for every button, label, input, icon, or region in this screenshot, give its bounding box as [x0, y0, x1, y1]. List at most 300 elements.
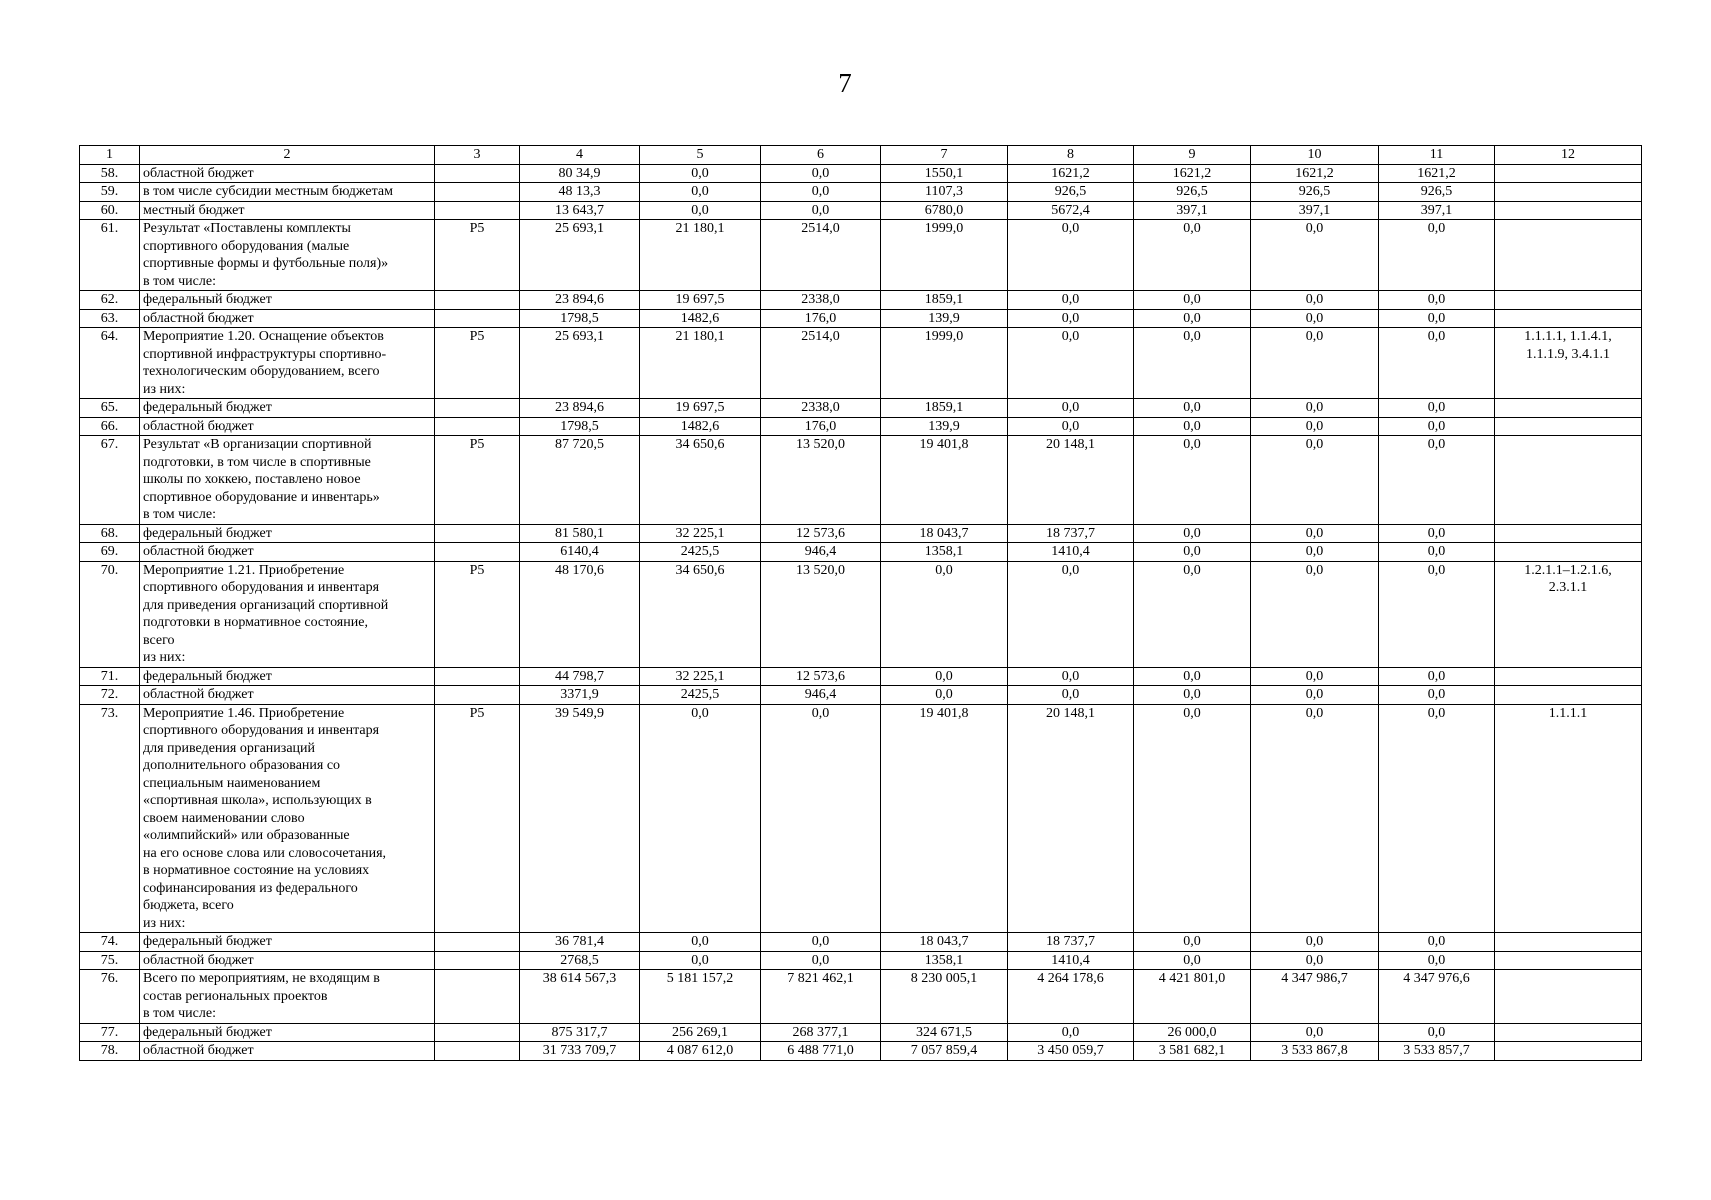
- value-cell: 0,0: [1251, 667, 1379, 686]
- value-cell: 0,0: [881, 686, 1008, 705]
- code-cell: [435, 667, 520, 686]
- value-cell: 875 317,7: [520, 1023, 640, 1042]
- value-cell: 0,0: [1251, 543, 1379, 562]
- value-cell: 0,0: [1379, 328, 1495, 399]
- reference-cell: [1495, 1042, 1642, 1061]
- table-row: [80, 543, 1642, 562]
- header-cell: 9: [1134, 146, 1251, 165]
- description-cell: [140, 201, 435, 220]
- reference-line: 1.1.1.1: [1548, 705, 1588, 721]
- row-number-cell: 70.: [80, 561, 140, 667]
- value-cell: 0,0: [1008, 686, 1134, 705]
- code-cell: [435, 686, 520, 705]
- budget-table: [79, 145, 1642, 1061]
- description-line: местный бюджет: [143, 202, 245, 218]
- code-cell: P5: [435, 220, 520, 291]
- value-cell: 0,0: [881, 667, 1008, 686]
- description-line: Результат «В организации спортивной: [143, 437, 372, 452]
- value-cell: 0,0: [1379, 667, 1495, 686]
- value-cell: 6780,0: [881, 201, 1008, 220]
- value-cell: 0,0: [1251, 220, 1379, 291]
- description-line: спортивного оборудования и инвентаря: [143, 580, 380, 595]
- value-cell: 0,0: [1008, 1023, 1134, 1042]
- value-cell: 18 737,7: [1008, 933, 1134, 952]
- value-cell: 2768,5: [520, 951, 640, 970]
- description-line: областной бюджет: [143, 1043, 254, 1058]
- description-line: подготовки, в том числе в спортивные: [143, 454, 371, 470]
- description-line: спортивного оборудования и инвентаря: [143, 723, 380, 738]
- code-cell: [435, 399, 520, 418]
- value-cell: 0,0: [1008, 220, 1134, 291]
- row-number-cell: 65.: [80, 399, 140, 418]
- value-cell: 176,0: [761, 309, 881, 328]
- value-cell: 6140,4: [520, 543, 640, 562]
- value-cell: 80 34,9: [520, 164, 640, 183]
- reference-cell: [1495, 436, 1642, 525]
- description-cell: [140, 291, 435, 310]
- value-cell: 2425,5: [640, 686, 761, 705]
- description-cell: [140, 309, 435, 328]
- value-cell: 25 693,1: [520, 328, 640, 399]
- value-cell: 7 057 859,4: [881, 1042, 1008, 1061]
- value-cell: 13 520,0: [761, 561, 881, 667]
- value-cell: 34 650,6: [640, 561, 761, 667]
- value-cell: 1859,1: [881, 291, 1008, 310]
- description-cell: [140, 436, 435, 525]
- description-line: в том числе субсидии местным бюджетам: [143, 184, 393, 199]
- value-cell: 0,0: [1134, 561, 1251, 667]
- value-cell: 32 225,1: [640, 667, 761, 686]
- table-row: [80, 399, 1642, 418]
- value-cell: 139,9: [881, 417, 1008, 436]
- description-line: областной бюджет: [143, 418, 254, 434]
- value-cell: 946,4: [761, 686, 881, 705]
- code-cell: [435, 1023, 520, 1042]
- description-line: дополнительного образования со: [143, 758, 341, 773]
- value-cell: 25 693,1: [520, 220, 640, 291]
- description-line: Мероприятие 1.21. Приобретение: [143, 562, 345, 578]
- row-number-cell: 60.: [80, 201, 140, 220]
- value-cell: 0,0: [1134, 933, 1251, 952]
- reference-cell: [1495, 399, 1642, 418]
- value-cell: 0,0: [1134, 417, 1251, 436]
- header-cell: 11: [1379, 146, 1495, 165]
- value-cell: 1999,0: [881, 220, 1008, 291]
- description-line: Всего по мероприятиям, не входящим в: [143, 971, 380, 986]
- code-cell: [435, 164, 520, 183]
- value-cell: 1358,1: [881, 543, 1008, 562]
- header-cell: 6: [761, 146, 881, 165]
- table-row: [80, 309, 1642, 328]
- value-cell: 0,0: [1134, 399, 1251, 418]
- code-cell: [435, 201, 520, 220]
- row-number-cell: 67.: [80, 436, 140, 525]
- value-cell: 19 697,5: [640, 291, 761, 310]
- description-line: Результат «Поставлены комплекты: [143, 221, 351, 236]
- reference-cell: [1495, 328, 1642, 399]
- table-row: [80, 291, 1642, 310]
- value-cell: 0,0: [640, 201, 761, 220]
- description-line: в нормативное состояние на условиях: [143, 863, 370, 878]
- description-cell: [140, 183, 435, 202]
- description-line: «олимпийский» или образованные: [143, 828, 350, 843]
- reference-line: 1.2.1.1–1.2.1.6,: [1524, 562, 1612, 578]
- code-cell: [435, 970, 520, 1024]
- table-row: [80, 201, 1642, 220]
- description-cell: [140, 524, 435, 543]
- value-cell: 0,0: [1134, 436, 1251, 525]
- header-cell: 12: [1495, 146, 1642, 165]
- value-cell: 0,0: [1134, 309, 1251, 328]
- value-cell: 0,0: [640, 164, 761, 183]
- description-line: из них:: [143, 381, 186, 397]
- value-cell: 0,0: [1379, 704, 1495, 933]
- value-cell: 0,0: [640, 183, 761, 202]
- value-cell: 34 650,6: [640, 436, 761, 525]
- description-line: из них:: [143, 915, 186, 931]
- value-cell: 12 573,6: [761, 667, 881, 686]
- reference-cell: [1495, 309, 1642, 328]
- reference-cell: [1495, 951, 1642, 970]
- code-cell: [435, 524, 520, 543]
- value-cell: 1621,2: [1008, 164, 1134, 183]
- value-cell: 0,0: [1008, 561, 1134, 667]
- reference-cell: [1495, 561, 1642, 667]
- header-cell: 7: [881, 146, 1008, 165]
- value-cell: 2514,0: [761, 328, 881, 399]
- value-cell: 0,0: [1379, 220, 1495, 291]
- header-cell: 10: [1251, 146, 1379, 165]
- value-cell: 0,0: [640, 704, 761, 933]
- description-line: «спортивная школа», использующих в: [143, 793, 372, 808]
- value-cell: 0,0: [1251, 561, 1379, 667]
- value-cell: 4 347 976,6: [1379, 970, 1495, 1024]
- reference-cell: [1495, 704, 1642, 933]
- code-cell: [435, 417, 520, 436]
- value-cell: 256 269,1: [640, 1023, 761, 1042]
- table-row: [80, 436, 1642, 525]
- description-line: областной бюджет: [143, 310, 254, 326]
- value-cell: 4 087 612,0: [640, 1042, 761, 1061]
- value-cell: 87 720,5: [520, 436, 640, 525]
- value-cell: 4 421 801,0: [1134, 970, 1251, 1024]
- row-number-cell: 66.: [80, 417, 140, 436]
- description-line: в том числе:: [143, 507, 216, 522]
- description-line: всего: [143, 632, 175, 648]
- description-line: специальным наименованием: [143, 775, 321, 791]
- value-cell: 48 170,6: [520, 561, 640, 667]
- row-number-cell: 58.: [80, 164, 140, 183]
- description-line: на его основе слова или словосочетания,: [143, 845, 387, 861]
- description-line: для приведения организаций спортивной: [143, 597, 389, 613]
- value-cell: 1482,6: [640, 309, 761, 328]
- value-cell: 19 401,8: [881, 704, 1008, 933]
- code-cell: [435, 291, 520, 310]
- value-cell: 0,0: [1134, 543, 1251, 562]
- row-number-cell: 61.: [80, 220, 140, 291]
- description-cell: [140, 543, 435, 562]
- description-line: в том числе:: [143, 273, 216, 289]
- description-cell: [140, 328, 435, 399]
- value-cell: 3371,9: [520, 686, 640, 705]
- reference-cell: [1495, 417, 1642, 436]
- value-cell: 397,1: [1134, 201, 1251, 220]
- value-cell: 44 798,7: [520, 667, 640, 686]
- value-cell: 21 180,1: [640, 328, 761, 399]
- value-cell: 1410,4: [1008, 543, 1134, 562]
- reference-cell: [1495, 1023, 1642, 1042]
- value-cell: 0,0: [1008, 399, 1134, 418]
- table-row: [80, 951, 1642, 970]
- reference-cell: [1495, 291, 1642, 310]
- description-line: в том числе:: [143, 1006, 216, 1021]
- value-cell: 926,5: [1251, 183, 1379, 202]
- table-row: [80, 1042, 1642, 1061]
- value-cell: 0,0: [1251, 436, 1379, 525]
- row-number-cell: 74.: [80, 933, 140, 952]
- table-body: [80, 146, 1642, 1061]
- description-cell: [140, 220, 435, 291]
- description-line: технологическим оборудованием, всего: [143, 364, 380, 379]
- value-cell: 21 180,1: [640, 220, 761, 291]
- table-row: [80, 686, 1642, 705]
- value-cell: 3 533 867,8: [1251, 1042, 1379, 1061]
- table-row: [80, 328, 1642, 399]
- description-line: состав региональных проектов: [143, 988, 328, 1004]
- value-cell: 6 488 771,0: [761, 1042, 881, 1061]
- description-line: спортивные формы и футбольные поля)»: [143, 256, 389, 271]
- header-row: [80, 146, 1642, 165]
- row-number-cell: 71.: [80, 667, 140, 686]
- row-number-cell: 77.: [80, 1023, 140, 1042]
- value-cell: 0,0: [1251, 309, 1379, 328]
- table-row: [80, 933, 1642, 952]
- value-cell: 0,0: [640, 933, 761, 952]
- value-cell: 0,0: [1251, 704, 1379, 933]
- value-cell: 5 181 157,2: [640, 970, 761, 1024]
- description-line: федеральный бюджет: [143, 1024, 272, 1040]
- row-number-cell: 63.: [80, 309, 140, 328]
- value-cell: 1482,6: [640, 417, 761, 436]
- description-line: областной бюджет: [143, 687, 254, 702]
- value-cell: 0,0: [1134, 328, 1251, 399]
- value-cell: 946,4: [761, 543, 881, 562]
- header-cell: 5: [640, 146, 761, 165]
- code-cell: P5: [435, 328, 520, 399]
- value-cell: 20 148,1: [1008, 704, 1134, 933]
- table-row: [80, 220, 1642, 291]
- value-cell: 0,0: [761, 183, 881, 202]
- value-cell: 0,0: [1251, 291, 1379, 310]
- table-row: [80, 704, 1642, 933]
- row-number-cell: 64.: [80, 328, 140, 399]
- reference-cell: [1495, 183, 1642, 202]
- description-cell: [140, 951, 435, 970]
- value-cell: 20 148,1: [1008, 436, 1134, 525]
- value-cell: 0,0: [1379, 524, 1495, 543]
- description-line: спортивное оборудование и инвентарь»: [143, 489, 380, 505]
- description-cell: [140, 164, 435, 183]
- value-cell: 81 580,1: [520, 524, 640, 543]
- description-line: федеральный бюджет: [143, 668, 272, 684]
- value-cell: 926,5: [1008, 183, 1134, 202]
- table-row: [80, 667, 1642, 686]
- description-line: областной бюджет: [143, 165, 254, 181]
- reference-cell: [1495, 970, 1642, 1024]
- value-cell: 139,9: [881, 309, 1008, 328]
- row-number-cell: 76.: [80, 970, 140, 1024]
- value-cell: 0,0: [1134, 524, 1251, 543]
- value-cell: 0,0: [1251, 524, 1379, 543]
- description-cell: [140, 704, 435, 933]
- value-cell: 268 377,1: [761, 1023, 881, 1042]
- table-row: [80, 524, 1642, 543]
- value-cell: 23 894,6: [520, 291, 640, 310]
- value-cell: 0,0: [1251, 951, 1379, 970]
- reference-cell: [1495, 686, 1642, 705]
- value-cell: 1621,2: [1379, 164, 1495, 183]
- description-cell: [140, 561, 435, 667]
- reference-cell: [1495, 667, 1642, 686]
- value-cell: 0,0: [1008, 309, 1134, 328]
- table-row: [80, 1023, 1642, 1042]
- value-cell: 48 13,3: [520, 183, 640, 202]
- header-cell: 8: [1008, 146, 1134, 165]
- description-line: своем наименовании слово: [143, 810, 305, 826]
- value-cell: 0,0: [1379, 1023, 1495, 1042]
- description-cell: [140, 399, 435, 418]
- description-line: областной бюджет: [143, 952, 254, 968]
- value-cell: 23 894,6: [520, 399, 640, 418]
- code-cell: [435, 309, 520, 328]
- value-cell: 8 230 005,1: [881, 970, 1008, 1024]
- code-cell: P5: [435, 436, 520, 525]
- row-number-cell: 69.: [80, 543, 140, 562]
- value-cell: 0,0: [1134, 951, 1251, 970]
- description-cell: [140, 1023, 435, 1042]
- value-cell: 0,0: [640, 951, 761, 970]
- value-cell: 4 347 986,7: [1251, 970, 1379, 1024]
- row-number-cell: 75.: [80, 951, 140, 970]
- value-cell: 0,0: [1134, 220, 1251, 291]
- code-cell: [435, 543, 520, 562]
- page-number: 7: [838, 68, 852, 98]
- reference-cell: [1495, 201, 1642, 220]
- description-line: для приведения организаций: [143, 740, 316, 756]
- value-cell: 0,0: [1251, 1023, 1379, 1042]
- value-cell: 1798,5: [520, 417, 640, 436]
- value-cell: 0,0: [1379, 543, 1495, 562]
- value-cell: 0,0: [1134, 704, 1251, 933]
- row-number-cell: 73.: [80, 704, 140, 933]
- value-cell: 0,0: [761, 201, 881, 220]
- code-cell: P5: [435, 561, 520, 667]
- description-line: федеральный бюджет: [143, 525, 272, 541]
- description-line: школы по хоккею, поставлено новое: [143, 472, 361, 487]
- value-cell: 1621,2: [1251, 164, 1379, 183]
- code-cell: [435, 1042, 520, 1061]
- value-cell: 0,0: [1379, 561, 1495, 667]
- value-cell: 0,0: [1251, 399, 1379, 418]
- row-number-cell: 78.: [80, 1042, 140, 1061]
- reference-cell: [1495, 220, 1642, 291]
- value-cell: 7 821 462,1: [761, 970, 881, 1024]
- value-cell: 0,0: [1379, 686, 1495, 705]
- value-cell: 18 043,7: [881, 524, 1008, 543]
- description-cell: [140, 667, 435, 686]
- value-cell: 2514,0: [761, 220, 881, 291]
- description-cell: [140, 417, 435, 436]
- value-cell: 39 549,9: [520, 704, 640, 933]
- description-line: федеральный бюджет: [143, 292, 272, 307]
- table-row: [80, 164, 1642, 183]
- value-cell: 5672,4: [1008, 201, 1134, 220]
- value-cell: 31 733 709,7: [520, 1042, 640, 1061]
- value-cell: 0,0: [881, 561, 1008, 667]
- value-cell: 2338,0: [761, 399, 881, 418]
- row-number-cell: 59.: [80, 183, 140, 202]
- value-cell: 0,0: [761, 164, 881, 183]
- reference-cell: [1495, 933, 1642, 952]
- description-cell: [140, 686, 435, 705]
- value-cell: 1859,1: [881, 399, 1008, 418]
- value-cell: 0,0: [1134, 667, 1251, 686]
- value-cell: 3 450 059,7: [1008, 1042, 1134, 1061]
- value-cell: 13 643,7: [520, 201, 640, 220]
- code-cell: [435, 183, 520, 202]
- description-cell: [140, 1042, 435, 1061]
- row-number-cell: 62.: [80, 291, 140, 310]
- value-cell: 12 573,6: [761, 524, 881, 543]
- value-cell: 36 781,4: [520, 933, 640, 952]
- reference-line: 1.1.1.1, 1.1.4.1,: [1524, 329, 1612, 344]
- value-cell: 4 264 178,6: [1008, 970, 1134, 1024]
- value-cell: 2338,0: [761, 291, 881, 310]
- value-cell: 0,0: [1379, 417, 1495, 436]
- value-cell: 3 533 857,7: [1379, 1042, 1495, 1061]
- value-cell: 0,0: [1379, 291, 1495, 310]
- value-cell: 0,0: [1379, 309, 1495, 328]
- description-line: из них:: [143, 650, 186, 665]
- header-cell: 1: [80, 146, 140, 165]
- value-cell: 1798,5: [520, 309, 640, 328]
- value-cell: 176,0: [761, 417, 881, 436]
- value-cell: 0,0: [1251, 328, 1379, 399]
- row-number-cell: 68.: [80, 524, 140, 543]
- reference-cell: [1495, 543, 1642, 562]
- value-cell: 0,0: [761, 951, 881, 970]
- description-line: федеральный бюджет: [143, 934, 272, 949]
- value-cell: 0,0: [1008, 291, 1134, 310]
- value-cell: 0,0: [1008, 328, 1134, 399]
- reference-cell: [1495, 164, 1642, 183]
- value-cell: 1410,4: [1008, 951, 1134, 970]
- value-cell: 38 614 567,3: [520, 970, 640, 1024]
- description-cell: [140, 970, 435, 1024]
- table-row: [80, 417, 1642, 436]
- description-line: федеральный бюджет: [143, 400, 272, 415]
- description-line: софинансирования из федерального: [143, 880, 358, 896]
- description-line: Мероприятие 1.46. Приобретение: [143, 705, 345, 721]
- value-cell: 324 671,5: [881, 1023, 1008, 1042]
- value-cell: 1999,0: [881, 328, 1008, 399]
- reference-line: 2.3.1.1: [1548, 580, 1588, 595]
- table-row: [80, 970, 1642, 1024]
- description-line: спортивного оборудования (малые: [143, 238, 350, 254]
- code-cell: [435, 933, 520, 952]
- value-cell: 1358,1: [881, 951, 1008, 970]
- value-cell: 3 581 682,1: [1134, 1042, 1251, 1061]
